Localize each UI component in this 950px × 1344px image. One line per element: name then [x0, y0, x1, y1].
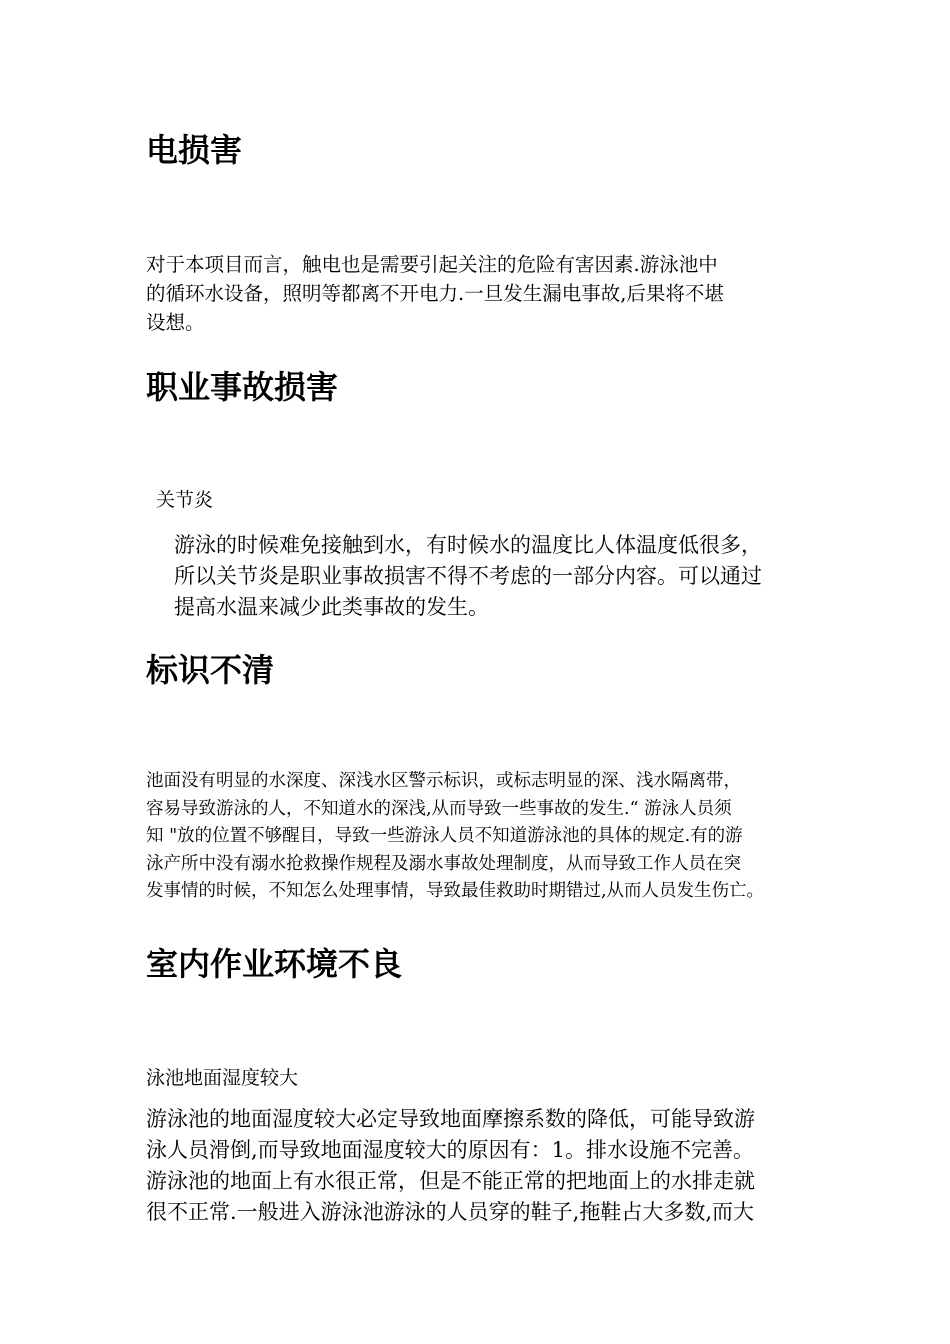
- paragraph-electric-hazard: [146, 250, 724, 337]
- subheading-floor-humidity: 泳池地面湿度较大: [146, 1067, 299, 1089]
- paragraph-line: 游泳的时候难免接触到水，有时候水的温度比人体温度低很多，: [174, 533, 762, 557]
- section-heading-indoor-environment: 室内作业环境不良: [146, 945, 403, 983]
- paragraph-line: 容易导致游泳的人，不知道水的深浅,从而导致一些事故的发生.“ 游泳人员须: [146, 798, 732, 819]
- paragraph-floor-humidity: [146, 1104, 755, 1228]
- paragraph-unclear-signage: [146, 768, 764, 906]
- paragraph-line: 的循环水设备，照明等都离不开电力.一旦发生漏电事故,后果将不堪: [146, 282, 724, 305]
- paragraph-line: 知 "放的位置不够醒目，导致一些游泳人员不知道游泳池的具体的规定.有的游: [146, 826, 743, 846]
- paragraph-line: 提高水温来减少此类事故的发生。: [174, 595, 489, 619]
- paragraph-line: 泳产所中没有溺水抢救操作规程及溺水事故处理制度，从而导致工作人员在突: [146, 853, 741, 874]
- paragraph-line: 对于本项目而言，触电也是需要引起关注的危险有害因素.游泳池中: [146, 253, 718, 276]
- paragraph-line: 游泳池的地面湿度较大必定导致地面摩擦系数的降低，可能导致游: [146, 1107, 755, 1131]
- section-heading-occupational-accident: 职业事故损害: [146, 368, 339, 406]
- section-heading-unclear-signage: 标识不清: [146, 651, 275, 689]
- subheading-arthritis: 关节炎: [156, 489, 214, 511]
- paragraph-line: 池面没有明显的水深度、深浅水区警示标识，或标志明显的深、浅水隔离带，: [146, 771, 741, 791]
- section-heading-electric-hazard: 电损害: [146, 131, 243, 169]
- paragraph-line: 泳人员滑倒,而导致地面湿度较大的原因有：1。排水设施不完善。: [146, 1138, 755, 1162]
- paragraph-line: 所以关节炎是职业事故损害不得不考虑的一部分内容。可以通过: [174, 564, 762, 588]
- paragraph-line: 很不正常.一般进入游泳池游泳的人员穿的鞋子,拖鞋占大多数,而大: [146, 1200, 755, 1224]
- paragraph-line: 游泳池的地面上有水很正常，但是不能正常的把地面上的水排走就: [146, 1169, 755, 1193]
- paragraph-line: 发事情的时候，不知怎么处理事情，导致最佳救助时期错过,从而人员发生伤亡。: [146, 881, 765, 901]
- paragraph-arthritis: [174, 530, 762, 623]
- paragraph-line: 设想。: [146, 311, 205, 334]
